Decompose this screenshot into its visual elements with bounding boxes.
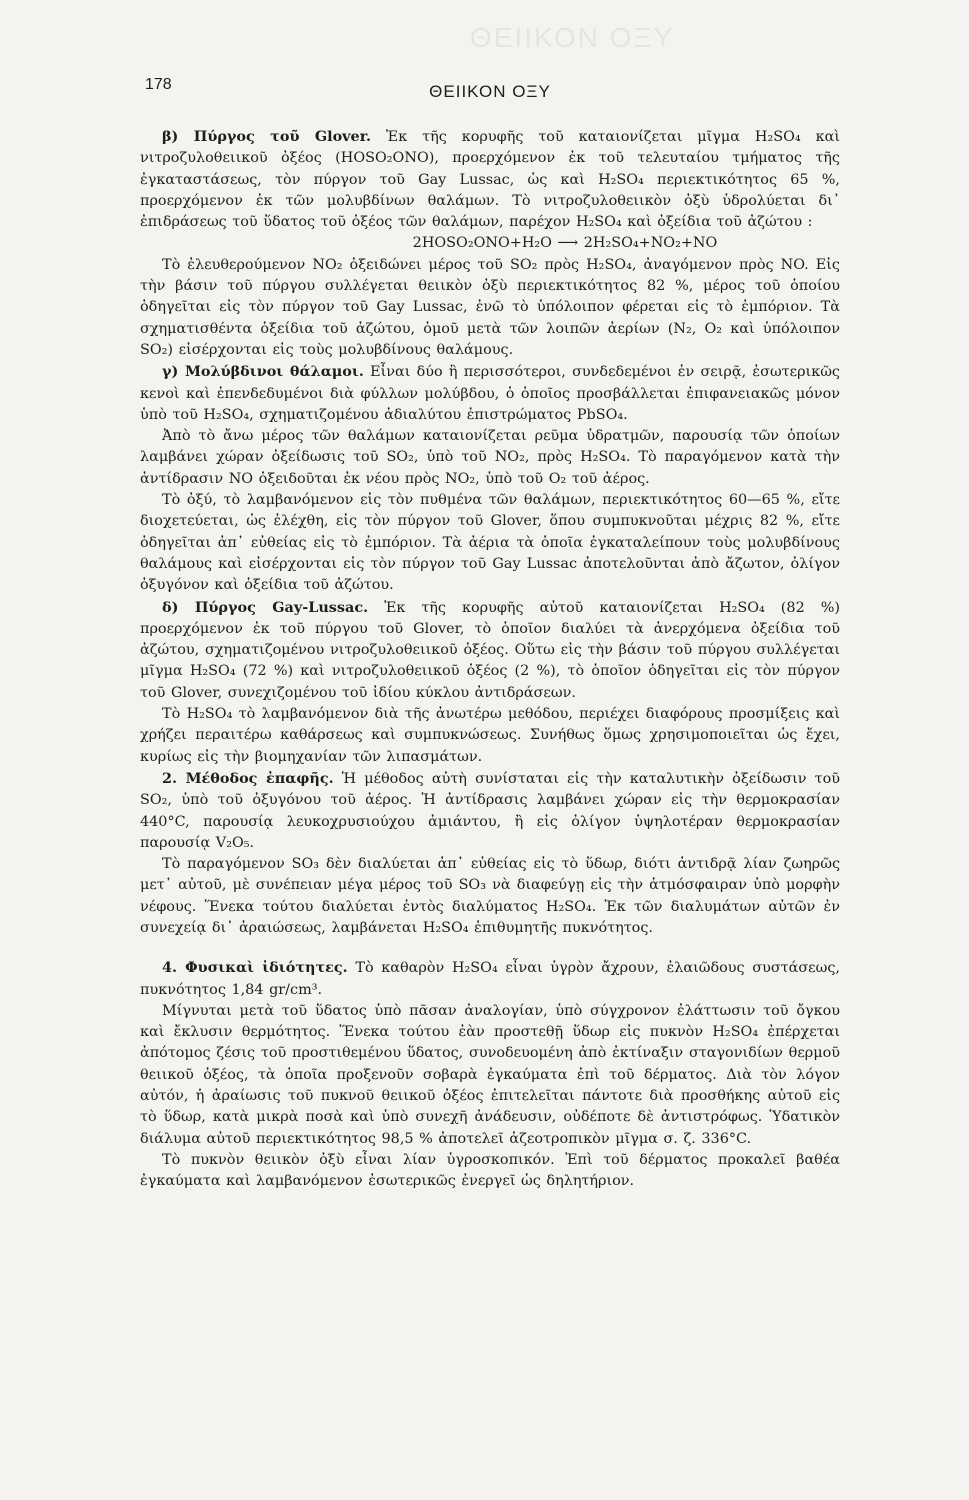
paragraph-physical-properties: 4. Φυσικαὶ ἰδιότητες. Τὸ καθαρὸν H₂SO₄ εἶναι ὑγρὸν ἄχρουν, ἐλαιῶδους συστάσεως, πυκνότητος 1,84 gr/cm³. bbox=[140, 959, 841, 998]
section-heading-glover: β) Πύργος τοῦ Glover. bbox=[162, 128, 371, 145]
page-header bbox=[140, 72, 840, 126]
section-heading-physical-properties: 4. Φυσικαὶ ἰδιότητες. bbox=[162, 959, 348, 977]
page-title: ΘΕΙΙΚΟΝ ΟΞΥ bbox=[429, 82, 551, 101]
section-heading-chambers: γ) Μολύβδινοι θάλαμοι. bbox=[162, 363, 364, 381]
paragraph: Τὸ H₂SO₄ τὸ λαμβανόμενον διὰ τῆς ἀνωτέρω μεθόδου, περιέχει διαφόρους προσμίξεις καὶ χρήζει περαιτέρω καθάρσεως καὶ συμπυκνώσεως. Συνήθως ὅμως χρησιμοποιεῖται ὡς ἔχει, κυρίως εἰς τὴν βιομηχανίαν τῶν λιπασμάτων. bbox=[140, 706, 840, 765]
page-number: 178 bbox=[145, 76, 172, 93]
equation: 2HOSO₂ONO+H₂O ⟶ 2H₂SO₄+NO₂+NO bbox=[412, 235, 718, 252]
paragraph: Ἀπὸ τὸ ἄνω μέρος τῶν θαλάμων καταιονίζεται ρεῦμα ὑδρατμῶν, παρουσίᾳ τῶν ὁποίων λαμβάνει χώραν ὀξείδωσις τοῦ SO₂, ὑπὸ τοῦ NO₂, πρὸς H₂SO₄. Τὸ παραγόμενον κατὰ τὴν ἀντίδρασιν NO ὀξειδοῦται ἐκ νέου πρὸς NO₂, ὑπὸ τοῦ O₂ τοῦ ἀέρος. bbox=[140, 428, 840, 487]
paragraph-contact-method: 2. Μέθοδος ἐπαφῆς. Ἡ μέθοδος αὐτὴ συνίσταται εἰς τὴν καταλυτικὴν ὀξείδωσιν τοῦ SO₂, ὑπὸ τοῦ ὀξυγόνου τοῦ ἀέρος. Ἡ ἀντίδρασις λαμβάνει χώραν εἰς τὴν θερμοκρασίαν 440°C, παρουσίᾳ λευκοχρυσιούχου ἀμιάντου, ἢ εἰς ὀλίγον ὑψηλοτέραν θερμοκρασίαν παρουσίᾳ V₂O₅. bbox=[140, 769, 840, 851]
paragraph: Τὸ ὀξύ, τὸ λαμβανόμενον εἰς τὸν πυθμένα τῶν θαλάμων, περιεκτικότητος 60—65 %, εἴτε διοχετεύεται, ὡς ἐλέχθη, εἰς τὸν πύργον τοῦ Glover, ὅπου συμπυκνοῦται μέχρις 82 %, εἴτε ὁδηγεῖται ἀπ᾽ εὐθείας εἰς τὸ ἐμπόριον. Τὰ ἀέρια τὰ ὁποῖα ἐγκαταλείπουν τοὺς μολυβδίνους θαλάμους καὶ εἰσέρχονται εἰς τὸν πύργον τοῦ Gay Lussac ἀποτελοῦνται ἀπὸ ἄζωτον, ὀλίγον ὀξυγόνον καὶ ὀξείδια τοῦ ἀζώτου. bbox=[140, 492, 840, 594]
section-gap bbox=[140, 939, 840, 957]
page bbox=[140, 72, 840, 1193]
paragraph: Τὸ παραγόμενον SO₃ δὲν διαλύεται ἀπ᾽ εὐθείας εἰς τὸ ὕδωρ, διότι ἀντιδρᾷ λίαν ζωηρῶς μετ᾽ αὐτοῦ, μὲ συνέπειαν μέγα μέρος τοῦ SO₃ νὰ διαφεύγῃ εἰς τὴν ἀτμόσφαιραν ὑπὸ μορφὴν νέφους. Ἕνεκα τούτου διαλύεται ἐντὸς διαλύματος H₂SO₄. Ἐκ τῶν διαλυμάτων αὐτῶν ἐν συνεχείᾳ δι᾽ ἀραιώσεως, λαμβάνεται H₂SO₄ ἐπιθυμητῆς πυκνότητος. bbox=[140, 856, 840, 936]
paragraph: Τὸ ἐλευθερούμενον NO₂ ὀξειδώνει μέρος τοῦ SO₂ πρὸς H₂SO₄, ἀναγόμενον πρὸς NO. Εἰς τὴν βάσιν τοῦ πύργου συλλέγεται θειικὸν ὀξὺ περιεκτικότητος 82 %, μέρος τοῦ ὁποίου ὁδηγεῖται εἰς τὸν πύργον τοῦ Gay Lussac, ἐνῶ τὸ ὑπόλοιπον φέρεται εἰς τὸ ἐμπόριον. Τὰ σχηματισθέντα ὀξείδια τοῦ ἀζώτου, ὁμοῦ μετὰ τῶν λοιπῶν ἀερίων (N₂, O₂ καὶ ὑπόλοιπον SO₂) εἰσέρχονται εἰς τοὺς μολυβδίνους θαλάμους. bbox=[140, 256, 840, 358]
paragraph: Μίγνυται μετὰ τοῦ ὕδατος ὑπὸ πᾶσαν ἀναλογίαν, ὑπὸ σύγχρονον ἐλάττωσιν τοῦ ὄγκου καὶ ἔκλυσιν θερμότητος. Ἕνεκα τούτου ἐὰν προστεθῇ ὕδωρ εἰς πυκνὸν H₂SO₄ ἐπέρχεται ἀπότομος ζέσις τοῦ προστιθεμένου ὕδατος, συνοδευομένη ἀπὸ ἐκτίναξιν σταγονιδίων θερμοῦ θειικοῦ ὀξέος, τὰ ὁποῖα προξενοῦν σοβαρὰ ἐγκαύματα ἐπὶ τοῦ δέρματος. Διὰ τὸν λόγον αὐτόν, ἡ ἀραίωσις τοῦ πυκνοῦ θειικοῦ ὀξέος ἐπιτελεῖται πάντοτε διὰ προσθήκης αὐτοῦ εἰς τὸ ὕδωρ, κατὰ μικρὰ ποσὰ καὶ ὑπὸ συνεχῆ ἀνάδευσιν, οὐδέποτε δὲ ἀντιστρόφως. Ὑδατικὸν διάλυμα αὐτοῦ περιεκτικότητος 98,5 % ἀποτελεῖ ἀζεοτροπικὸν μῖγμα σ. ζ. 336°C. bbox=[140, 1002, 840, 1147]
paragraph-lead-chambers: γ) Μολύβδινοι θάλαμοι. Εἶναι δύο ἢ περισσότεροι, συνδεδεμένοι ἐν σειρᾷ, ἐσωτερικῶς κενοὶ καὶ ἐπενδεδυμένοι διὰ φύλλων μολύβδου, ὁ ὁποῖος προσβάλλεται ἐπιφανειακῶς μόνον ὑπὸ τοῦ H₂SO₄, σχηματιζομένου ἀδιαλύτου ἐπιστρώματος PbSO₄. bbox=[140, 363, 840, 423]
paragraph: Τὸ πυκνὸν θειικὸν ὀξὺ εἶναι λίαν ὑγροσκοπικόν. Ἐπὶ τοῦ δέρματος προκαλεῖ βαθέα ἐγκαύματα καὶ λαμβανόμενον ἐσωτερικῶς ἐνεργεῖ ὡς δηλητήριον. bbox=[140, 1151, 840, 1190]
bleed-through-header: ΘΕΙΙΚΟΝ ΟΞΥ bbox=[470, 22, 675, 53]
section-heading-contact-method: 2. Μέθοδος ἐπαφῆς. bbox=[162, 769, 334, 787]
paragraph-gay-lussac: δ) Πύργος Gay-Lussac. Ἐκ τῆς κορυφῆς αὐτοῦ καταιονίζεται H₂SO₄ (82 %) προερχόμενον ἐκ τοῦ πύργου τοῦ Glover, τὸ ὁποῖον διαλύει τὰ ἀνερχόμενα ὀξείδια τοῦ ἀζώτου, σχηματιζομένου νιτροζυλοθειικοῦ ὀξέος. Οὕτω εἰς τὴν βάσιν τοῦ πύργου συλλέγεται μῖγμα H₂SO₄ (72 %) καὶ νιτροζυλοθειικοῦ ὀξέος (2 %), τὸ ὁποῖον ὁδηγεῖται εἰς τὸν πύργον τοῦ Glover, συνεχιζομένου τοῦ ἰδίου κύκλου ἀντιδράσεων. bbox=[140, 598, 840, 701]
section-heading-gay-lussac: δ) Πύργος Gay-Lussac. bbox=[162, 598, 369, 616]
paragraph-glover-tower: β) Πύργος τοῦ Glover. Ἐκ τῆς κορυφῆς τοῦ καταιονίζεται μῖγμα H₂SO₄ καὶ νιτροζυλοθειικοῦ ὀξέος (HOSO₂ONO), προερχόμενον ἐκ τοῦ τελευταίου τμήματος τῆς ἐγκαταστάσεως, τὸν πύργον τοῦ Gay Lussac, ὡς καὶ H₂SO₄ περιεκτικότητος 65 %, προερχόμενον ἐκ τῶν μολυβδίνων θαλάμων. Τὸ νιτροζυλοθειικὸν ὀξὺ ὑδρολύεται δι᾽ ἐπιδράσεως τοῦ ὕδατος τοῦ ὀξέος τῶν θαλάμων, παρέχον H₂SO₄ καὶ ὀξείδια τοῦ ἀζώτου : bbox=[140, 128, 840, 231]
